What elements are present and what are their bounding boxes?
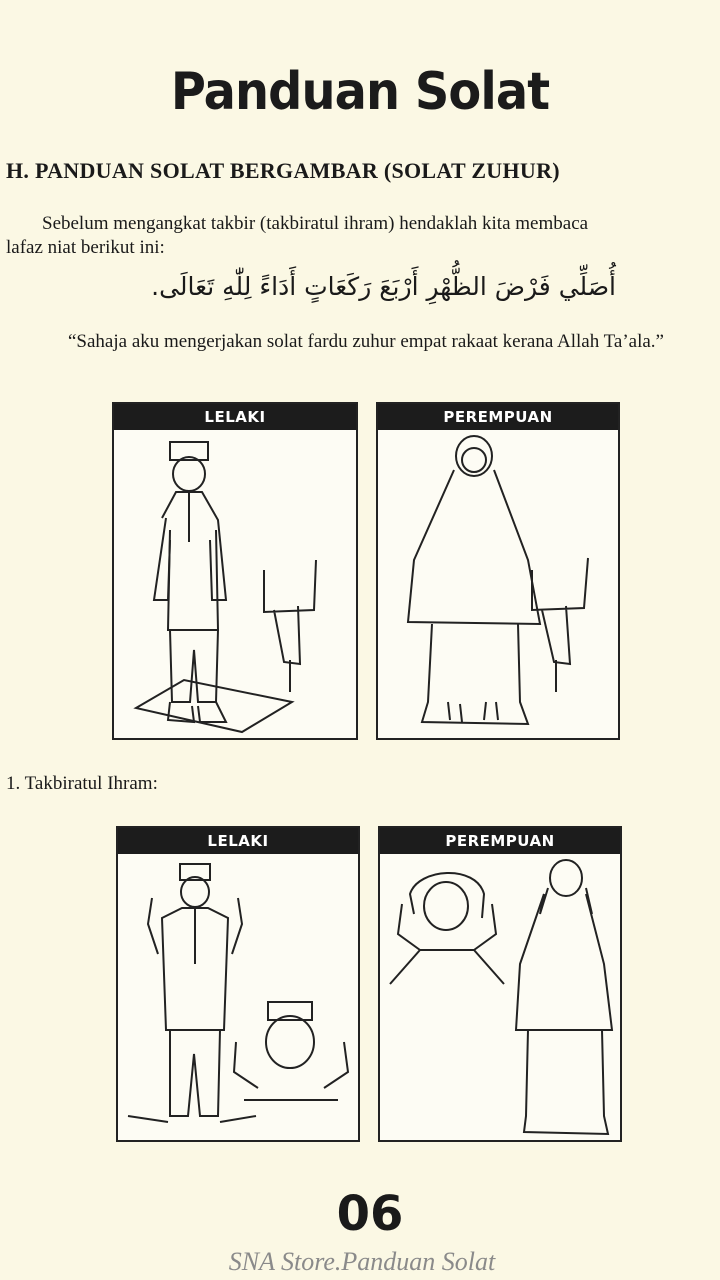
section-heading: H. PANDUAN SOLAT BERGAMBAR (SOLAT ZUHUR) — [6, 158, 560, 183]
panel-label: LELAKI — [118, 828, 358, 854]
panel-label: PEREMPUAN — [378, 404, 618, 430]
panel-perempuan-takbir — [378, 826, 622, 1142]
intro-line-2: lafaz niat berikut ini: — [6, 237, 165, 258]
intro-line-1: Sebelum mengangkat takbir (takbiratul ihram) hendaklah kita membaca — [42, 213, 589, 234]
panel-label: PEREMPUAN — [380, 828, 620, 854]
panel-perempuan-standing — [376, 402, 620, 740]
panel-lelaki-standing — [112, 402, 358, 740]
panel-lelaki-takbir — [116, 826, 360, 1142]
man-takbir-illustration — [118, 854, 358, 1140]
woman-takbir-illustration — [380, 854, 620, 1140]
intro-paragraph — [6, 212, 720, 260]
footer-credit: SNA Store.Panduan Solat — [228, 1247, 496, 1276]
woman-standing-illustration — [378, 430, 618, 738]
man-standing-illustration — [114, 430, 356, 738]
niat-translation: “Sahaja aku mengerjakan solat fardu zuhur empat rakaat kerana Allah Ta’ala.” — [67, 331, 664, 352]
niat-arabic-text: أُصَلِّي فَرْضَ الظُّهْرِ أَرْبَعَ رَكَعَاتٍ أَدَاءً لِلّٰهِ تَعَالَى. — [151, 272, 616, 301]
panel-label: LELAKI — [114, 404, 356, 430]
step-1-label: 1. Takbiratul Ihram: — [6, 773, 158, 794]
page-title: Panduan Solat — [170, 62, 550, 122]
page-number: 06 — [336, 1186, 404, 1242]
